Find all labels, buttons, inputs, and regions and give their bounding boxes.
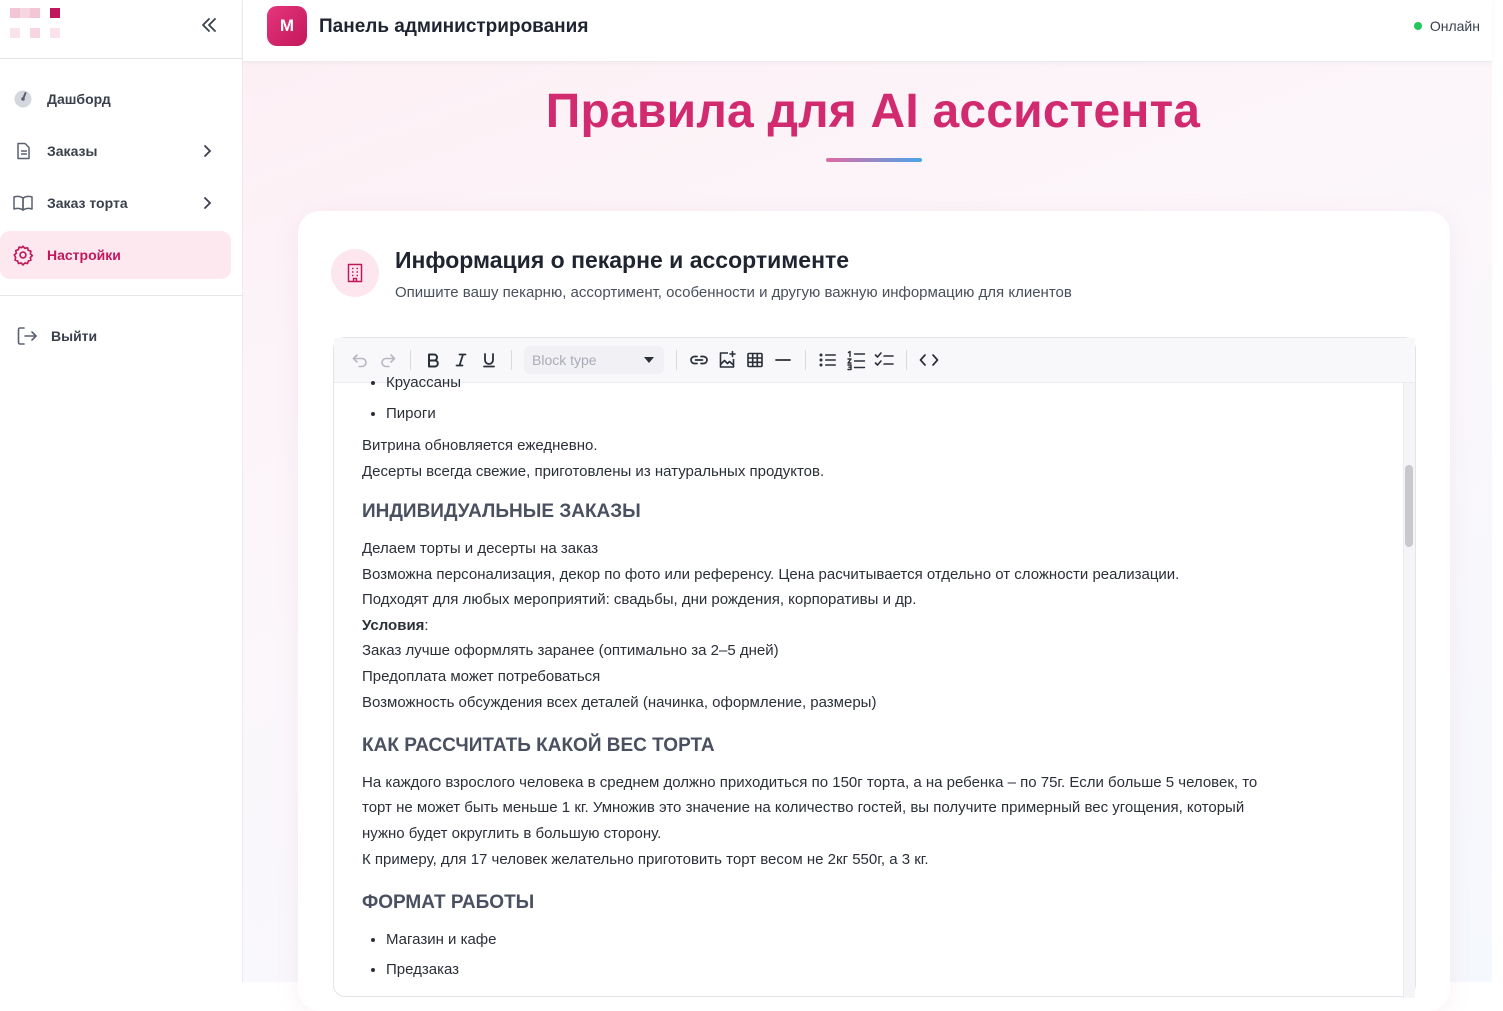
list-item: • Предзаказ xyxy=(386,957,1372,983)
paragraph: На каждого взрослого человека в среднем должно приходиться по 150г торта, а на ребенка – по 75г. Если больше 5 человек, то xyxy=(362,773,1258,791)
paragraph: Заказ лучше оформлять заранее (оптимально за 2–5 дней) xyxy=(362,642,779,660)
paragraph: нужно будет округлить в большую сторону. xyxy=(362,824,662,842)
paragraph: Делаем торты и десерты на заказ xyxy=(362,539,599,557)
paragraph: Возможна персонализация, декор по фото или референсу. Цена расчитывается отдельно от сложности реализации. xyxy=(362,565,1180,583)
bold-icon xyxy=(425,352,441,368)
underline-icon xyxy=(481,352,497,368)
sidebar-item-settings[interactable] xyxy=(0,231,231,279)
toolbar-separator xyxy=(676,350,677,370)
section-heading: КАК РАССЧИТАТЬ КАКОЙ ВЕС ТОРТА xyxy=(362,735,715,757)
paragraph: Десерты всегда свежие, приготовлены из натуральных продуктов. xyxy=(362,462,825,480)
sidebar-divider xyxy=(0,295,243,296)
app-badge: M xyxy=(267,6,307,46)
paragraph: Подходят для любых мероприятий: свадьбы, дни рождения, корпоративы и др. xyxy=(362,591,917,609)
bullet-list xyxy=(362,370,1372,426)
bakery-info-card xyxy=(298,211,1450,1011)
paragraph: Возможность обсуждения всех деталей (начинка, оформление, размеры) xyxy=(362,693,877,711)
sidebar-item-dashboard[interactable] xyxy=(0,75,231,123)
redo-icon xyxy=(379,351,397,369)
list-item: • Круассаны xyxy=(386,370,1372,396)
code-icon xyxy=(919,352,939,368)
sidebar-item-label: Заказы xyxy=(47,143,98,159)
online-status xyxy=(1414,18,1480,34)
scrollbar-thumb[interactable] xyxy=(1405,465,1413,547)
top-header xyxy=(243,0,1492,62)
rich-text-editor[interactable] xyxy=(333,337,1416,997)
card-title: Информация о пекарне и ассортименте xyxy=(395,247,850,273)
toolbar-separator xyxy=(805,350,806,370)
building-icon xyxy=(331,249,379,297)
paragraph: Предоплата может потребоваться xyxy=(362,667,601,685)
italic-icon xyxy=(453,352,469,368)
logout-icon xyxy=(16,325,38,347)
bullet-list-icon xyxy=(818,351,838,369)
link-icon xyxy=(689,351,709,369)
gear-icon xyxy=(12,244,34,266)
paragraph: Условия: xyxy=(362,616,429,634)
gauge-icon xyxy=(12,88,34,110)
main-content xyxy=(243,62,1492,982)
toolbar-separator xyxy=(410,350,411,370)
sidebar-item-orders[interactable] xyxy=(0,127,231,175)
caret-down-icon xyxy=(644,357,654,363)
status-dot-icon xyxy=(1414,22,1422,30)
sidebar-item-cake-order[interactable] xyxy=(0,179,231,227)
chevron-right-icon xyxy=(197,193,217,213)
paragraph: Витрина обновляется ежедневно. xyxy=(362,437,598,455)
paragraph: К примеру, для 17 человек желательно приготовить торт весом не 2кг 550г, а 3 кг. xyxy=(362,850,929,868)
section-heading: ФОРМАТ РАБОТЫ xyxy=(362,892,535,914)
toolbar-separator xyxy=(511,350,512,370)
logout-label: Выйти xyxy=(51,328,98,344)
image-plus-icon xyxy=(717,350,737,370)
checklist-icon xyxy=(874,351,894,369)
logo xyxy=(10,8,62,40)
title-underline xyxy=(826,158,922,162)
card-subtitle: Опишите вашу пекарню, ассортимент, особенности и другую важную информацию для клиентов xyxy=(395,284,1072,301)
horizontal-rule-icon xyxy=(774,351,792,369)
sidebar-item-label: Настройки xyxy=(47,247,121,263)
editor-content[interactable] xyxy=(334,374,1405,998)
sidebar-item-label: Дашборд xyxy=(47,91,111,107)
list-item: • Магазин и кафе xyxy=(386,927,1372,953)
conditions-label: Условия xyxy=(362,616,425,634)
undo-icon xyxy=(351,351,369,369)
section-heading: ИНДИВИДУАЛЬНЫЕ ЗАКАЗЫ xyxy=(362,501,641,523)
logout-button[interactable] xyxy=(0,312,231,360)
book-icon xyxy=(12,192,34,214)
sidebar-divider xyxy=(0,58,243,59)
list-item: • Пироги xyxy=(386,401,1372,427)
paragraph: торт не может быть меньше 1 кг. Умножив это значение на количество гостей, вы получите примерный вес угощения, который xyxy=(362,799,1245,817)
bullet-list xyxy=(362,927,1372,983)
double-chevron-left-icon xyxy=(200,16,218,34)
page-title: Правила для AI ассистента xyxy=(545,85,1201,138)
block-type-placeholder: Block type xyxy=(532,352,597,368)
collapse-sidebar-button[interactable] xyxy=(196,12,222,38)
sidebar xyxy=(0,0,243,982)
toolbar-separator xyxy=(906,350,907,370)
editor-document xyxy=(362,370,1372,988)
chevron-right-icon xyxy=(197,141,217,161)
sidebar-item-label: Заказ торта xyxy=(47,195,128,211)
document-icon xyxy=(12,140,34,162)
editor-scrollbar[interactable] xyxy=(1403,383,1415,998)
table-icon xyxy=(746,351,764,369)
app-title: Панель администрирования xyxy=(319,16,589,37)
numbered-list-icon xyxy=(846,350,866,370)
status-label: Онлайн xyxy=(1429,18,1480,34)
